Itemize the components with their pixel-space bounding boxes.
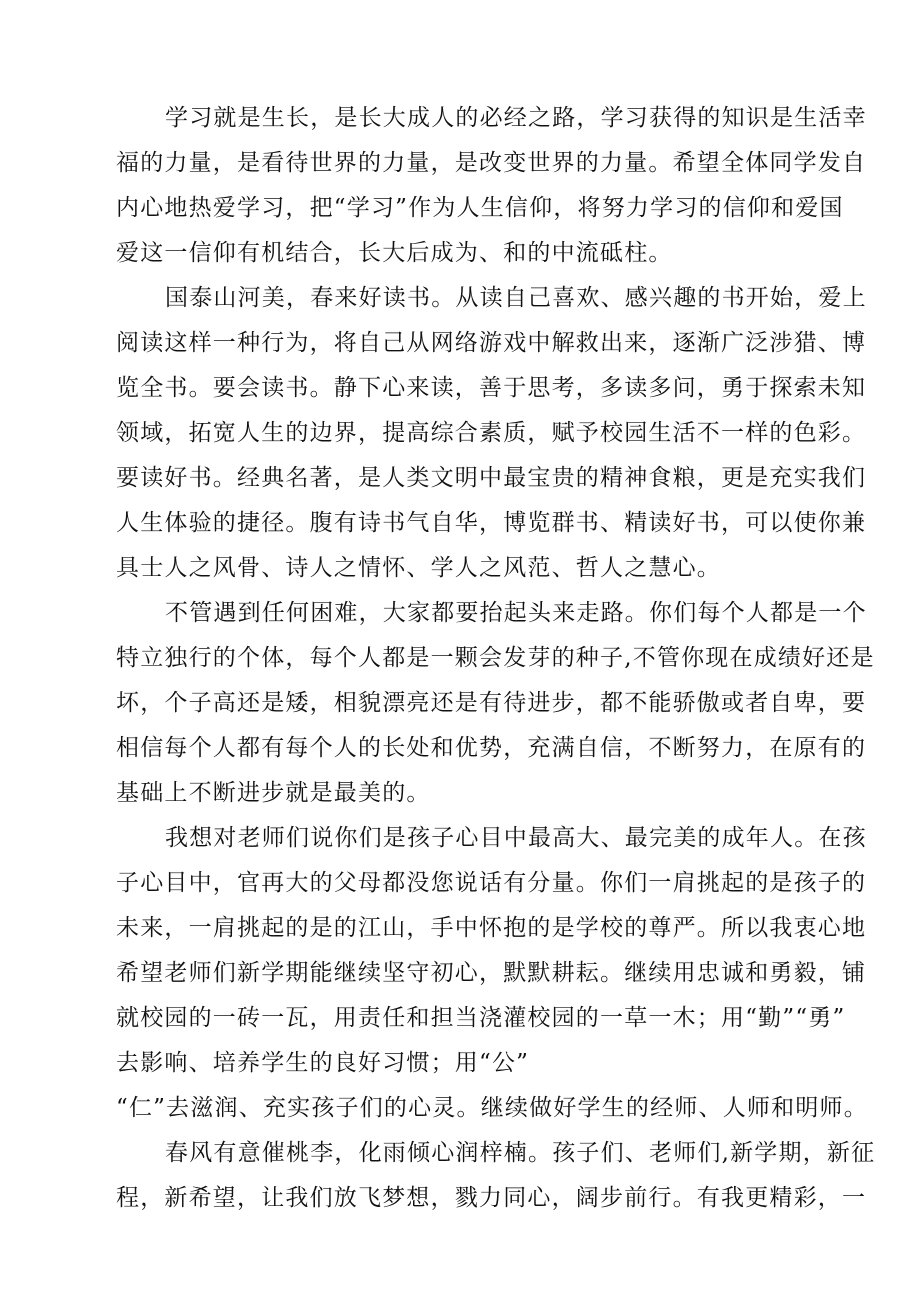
text-line: 福的力量，是看待世界的力量，是改变世界的力量。希望全体同学发自 [116,150,867,176]
text-line: 领域，拓宽人生的边界，提高综合素质，赋予校园生活不一样的色彩。 [116,420,867,446]
text-line: 子心目中，官再大的父母都没您说话有分量。你们一肩挑起的是孩子的 [116,870,867,896]
text-line: “仁”去滋润、充实孩子们的心灵。继续做好学生的经师、人师和明师。 [116,1095,868,1121]
text-line: 特立独行的个体，每个人都是一颗会发芽的种子,不管你现在成绩好还是 [116,645,875,671]
text-line: 具士人之风骨、诗人之情怀、学人之风范、哲人之慧心。 [116,555,721,581]
text-line: 国泰山河美，春来好读书。从读自己喜欢、感兴趣的书开始，爱上 [165,285,867,311]
text-line: 相信每个人都有每个人的长处和优势，充满自信，不断努力，在原有的 [116,735,867,761]
text-line: 去影响、培养学生的良好习惯；用“公” [116,1050,530,1076]
text-line: 爱这一信仰有机结合，长大后成为、和的中流砥柱。 [116,240,673,266]
text-line: 内心地热爱学习，把“学习”作为人生信仰，将努力学习的信仰和爱国 [116,195,844,221]
text-line: 要读好书。经典名著，是人类文明中最宝贵的精神食粮，更是充实我们 [116,465,867,491]
text-line: 希望老师们新学期能继续坚守初心，默默耕耘。继续用忠诚和勇毅，铺 [116,960,867,986]
text-line: 就校园的一砖一瓦，用责任和担当浇灌校园的一草一木；用“勤”“勇” [116,1005,846,1031]
text-line: 阅读这样一种行为，将自己从网络游戏中解救出来，逐渐广泛涉猎、博 [116,330,867,356]
text-line: 春风有意催桃李，化雨倾心润梓楠。孩子们、老师们,新学期，新征 [165,1140,876,1166]
text-line: 学习就是生长，是长大成人的必经之路，学习获得的知识是生活幸 [165,105,867,131]
text-line: 不管遇到任何困难，大家都要抬起头来走路。你们每个人都是一个 [165,600,867,626]
text-line: 坏，个子高还是矮，相貌漂亮还是有待进步，都不能骄傲或者自卑，要 [116,690,867,716]
text-line: 我想对老师们说你们是孩子心目中最高大、最完美的成年人。在孩 [165,825,867,851]
text-line: 程，新希望，让我们放飞梦想，戮力同心，阔步前行。有我更精彩，一 [116,1185,867,1211]
text-line: 未来，一肩挑起的是的江山，手中怀抱的是学校的尊严。所以我衷心地 [116,915,867,941]
text-line: 人生体验的捷径。腹有诗书气自华，博览群书、精读好书，可以使你兼 [116,510,867,536]
text-line: 基础上不断进步就是最美的。 [116,780,431,806]
text-line: 览全书。要会读书。静下心来读，善于思考，多读多问，勇于探索未知 [116,375,867,401]
